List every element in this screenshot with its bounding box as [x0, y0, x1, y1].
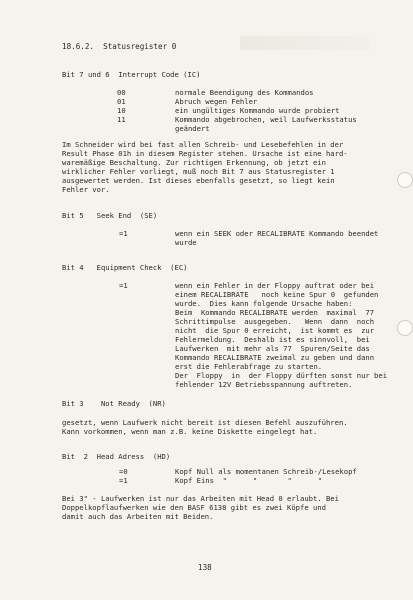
bit4-line: erst die Fehlerabfrage zu starten.	[175, 362, 323, 371]
bit4-line: wurde. Dies kann folgende Ursache haben:	[175, 299, 353, 308]
bit4-line: Beim Kommando RECALIBRATE werden maximal 77	[175, 308, 375, 317]
bit76-para-line: Im Schneider wird bei fast allen Schreib- und Lesebefehlen in der	[62, 140, 344, 149]
bit5-value: =1	[119, 229, 128, 238]
bit2-para-line: Bei 3" - Laufwerken ist nur das Arbeiten mit Head 0 erlaubt. Bei	[62, 494, 339, 503]
bit5-line: wurde	[175, 238, 197, 247]
bit2-title: Bit 2 Head Adress (HD)	[62, 452, 171, 461]
code-00: 00	[117, 88, 126, 97]
bit4-line: nicht die Spur 0 erreicht, ist kommt es zur	[175, 326, 375, 335]
bit5-title: Bit 5 Seek End (SE)	[62, 211, 158, 220]
bit4-line: einem RECALIBRATE noch keine Spur 0 gefunden	[175, 290, 379, 299]
bit76-para-line: Fehler vor.	[62, 185, 110, 194]
bit4-line: Fehlermeldung. Deshalb ist es sinnvoll, bei	[175, 335, 370, 344]
bit76-para-line: Result Phase 01h in diesem Register stehen. Ursache ist eine hard-	[62, 149, 348, 158]
bit3-para-line: gesetzt, wenn Laufwerk nicht bereit ist diesen Befehl auszuführen.	[62, 418, 348, 427]
code-10-text: ein ungültiges Kommando wurde probiert	[175, 106, 340, 115]
code-00-text: normale Beendigung des Kommandos	[175, 88, 314, 97]
bit76-title: Bit 7 und 6 Interrupt Code (IC)	[62, 70, 201, 79]
bit4-line: Schrittimpulse ausgegeben. Wenn dann noch	[175, 317, 375, 326]
bit3-title: Bit 3 Not Ready (NR)	[62, 399, 166, 408]
code-11-text-cont: geändert	[175, 124, 210, 133]
punch-hole	[397, 320, 413, 336]
bit76-para-line: waremäßige Beschaltung. Zur richtigen Erkennung, ob jetzt ein	[62, 158, 326, 167]
bit4-line: fehlender 12V Betriebsspannung auftreten.	[175, 380, 353, 389]
page-number: 138	[198, 563, 212, 572]
bit4-value: =1	[119, 281, 128, 290]
bit3-para-line: Kann vorkommen, wenn man z.B. keine Diskette eingelegt hat.	[62, 427, 318, 436]
code-01-text: Abruch wegen Fehler	[175, 97, 258, 106]
code-01: 01	[117, 97, 126, 106]
faded-mark	[240, 36, 370, 50]
bit4-line: Der Floppy in der Floppy dürften sonst nur bei	[175, 371, 388, 380]
punch-hole	[397, 172, 413, 188]
bit4-line: wenn ein Fehler in der Floppy auftrat oder bei	[175, 281, 375, 290]
code-11: 11	[117, 115, 126, 124]
bit76-para-line: ausgewertet werden. Ist dieses ebenfalls gesetzt, so liegt kein	[62, 176, 335, 185]
code-11-text: Kommando abgebrochen, weil Laufwerksstatus	[175, 115, 357, 124]
code-10: 10	[117, 106, 126, 115]
bit4-line: Kommando RECALIBRATE zweimal zu geben und dann	[175, 353, 375, 362]
bit4-line: Laufwerken mit mehr als 77 Spuren/Seite das	[175, 344, 370, 353]
bit4-title: Bit 4 Equipment Check (EC)	[62, 263, 188, 272]
bit5-line: wenn ein SEEK oder RECALIBRATE Kommando beendet	[175, 229, 379, 238]
bit76-para-line: wirklicher Fehler vorliegt, muß noch Bit 7 aus Statusregister 1	[62, 167, 335, 176]
section-heading: 18.6.2. Statusregister 0	[62, 42, 177, 51]
bit2-text-1: Kopf Eins " " " "	[175, 476, 323, 485]
bit2-value-1: =1	[119, 476, 128, 485]
bit2-para-line: Doppelkopflaufwerken wie den BASF 6138 gibt es zwei Köpfe und	[62, 503, 326, 512]
bit2-para-line: damit auch das Arbeiten mit Beiden.	[62, 512, 214, 521]
bit2-text-0: Kopf Null als momentanen Schreib-/Lesekopf	[175, 467, 357, 476]
bit2-value-0: =0	[119, 467, 128, 476]
